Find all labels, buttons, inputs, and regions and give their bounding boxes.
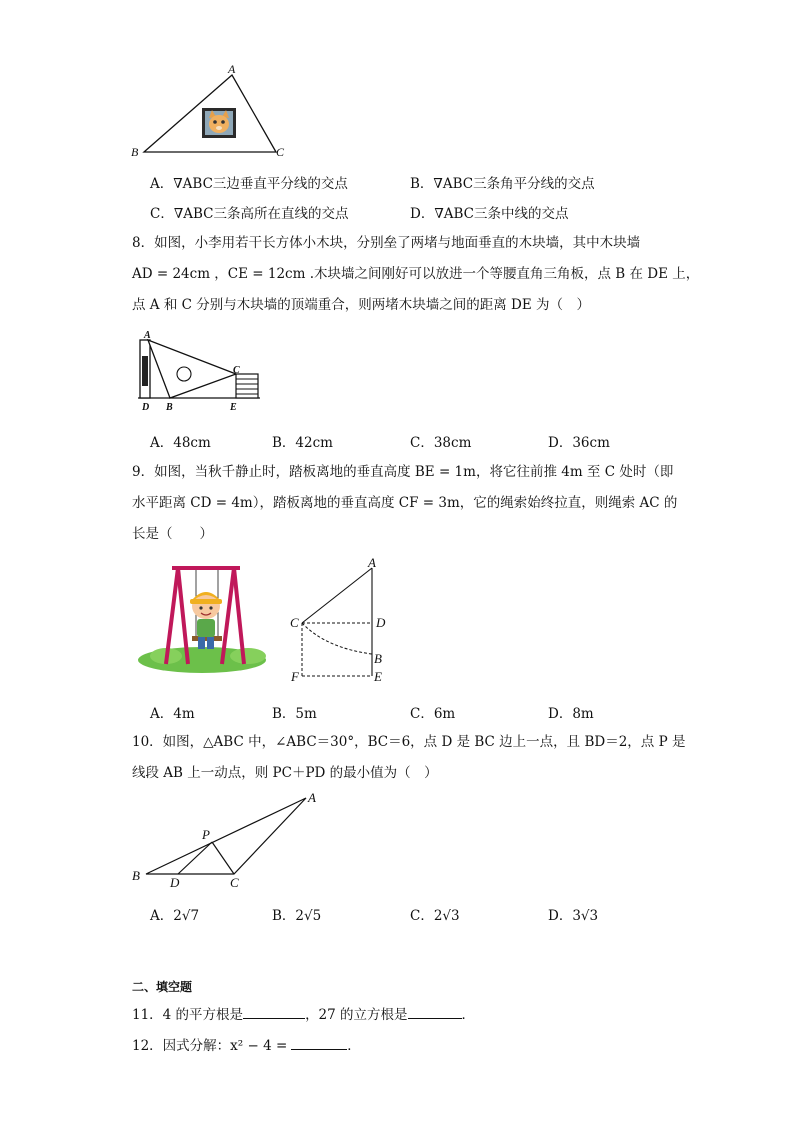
label-e: E [374,669,382,684]
q12-text-1: 12．因式分解：x² − 4 = [132,1038,288,1054]
q10-option-a[interactable]: A．2√7 [150,908,200,924]
q11-blank-1[interactable] [243,1004,305,1019]
q10-triangle-figure [130,786,330,890]
q10-option-b[interactable]: B．2√5 [272,908,322,924]
q11-text-2: ，27 的立方根是 [305,1007,408,1023]
label-c: C [233,365,240,376]
q9-stem-line-2: 水平距离 CD = 4m），踏板离地的垂直高度 CF = 3m，它的绳索始终拉直，则绳索 AC 的 [132,495,678,511]
q10-stem-line-1: 10．如图，△ABC 中，∠ABC＝30°，BC＝6，点 D 是 BC 边上一点，且 BD＝2，点 P 是 [132,734,686,750]
q7-option-a[interactable]: A．∇ABC三边垂直平分线的交点 [150,176,348,192]
q7-option-b[interactable]: B．∇ABC三条角平分线的交点 [410,176,595,192]
q8-wall-figure [132,326,272,416]
q10-option-d[interactable]: D．3√3 [548,908,599,924]
q8-option-a[interactable]: A．48cm [150,435,211,451]
q10-stem-line-2: 线段 AB 上一动点，则 PC＋PD 的最小值为（ ） [132,765,438,781]
label-a: A [368,556,376,570]
label-c: C [276,145,285,159]
q12 [132,1035,361,1055]
label-d: D [376,615,386,630]
q12-blank[interactable] [291,1035,347,1050]
label-b: B [166,402,173,413]
cat-photo-icon [202,108,236,138]
q10-option-c[interactable]: C．2√3 [410,908,460,924]
q7-option-d[interactable]: D．∇ABC三条中线的交点 [410,206,569,222]
q9-geometry-figure [286,556,396,686]
label-f: F [291,669,299,684]
q11-blank-2[interactable] [408,1004,462,1019]
right-wall [236,374,258,398]
label-b: B [374,651,382,666]
q8-option-d[interactable]: D．36cm [548,435,610,451]
left-wall [140,340,150,398]
label-a: A [228,62,236,76]
q7-option-c[interactable]: C．∇ABC三条高所在直线的交点 [150,206,349,222]
q9-option-c[interactable]: C．6m [410,706,456,722]
q11 [132,1004,475,1024]
label-b: B [132,868,140,883]
label-b: B [131,145,139,159]
q11-text-1: 11．4 的平方根是 [132,1007,244,1023]
q12-text-2: ． [347,1038,361,1054]
label-d: D [170,875,180,890]
q7-triangle-figure [128,60,298,165]
label-a: A [308,790,316,805]
q9-swing-illustration [136,560,272,678]
q8-option-c[interactable]: C．38cm [410,435,472,451]
q8-stem-line-2: AD = 24cm ，CE = 12cm .木块墙之间刚好可以放进一个等腰直角三角板，点 B 在 DE 上， [132,266,700,282]
label-p: P [202,827,210,842]
section-heading: 二、填空题 [132,980,193,994]
label-a: A [144,330,151,341]
q9-stem-line-1: 9．如图，当秋千静止时，踏板离地的垂直高度 BE = 1m，将它往前推 4m 至 C 处时（即 [132,464,674,480]
q9-option-a[interactable]: A．4m [150,706,195,722]
label-e: E [230,402,237,413]
q11-text-3: ． [461,1007,476,1023]
label-c: C [230,875,239,890]
label-c: C [290,615,299,630]
q9-option-b[interactable]: B．5m [272,706,317,722]
label-d: D [142,402,150,413]
q8-stem-line-3: 点 A 和 C 分别与木块墙的顶端重合，则两堵木块墙之间的距离 DE 为（ ） [132,297,591,313]
q9-stem-line-3: 长是（ ） [132,526,213,542]
set-square [148,340,236,398]
q9-option-d[interactable]: D．8m [548,706,594,722]
q8-option-b[interactable]: B．42cm [272,435,333,451]
q8-stem-line-1: 8．如图，小李用若干长方体小木块，分别垒了两堵与地面垂直的木块墙，其中木块墙 [132,235,641,251]
